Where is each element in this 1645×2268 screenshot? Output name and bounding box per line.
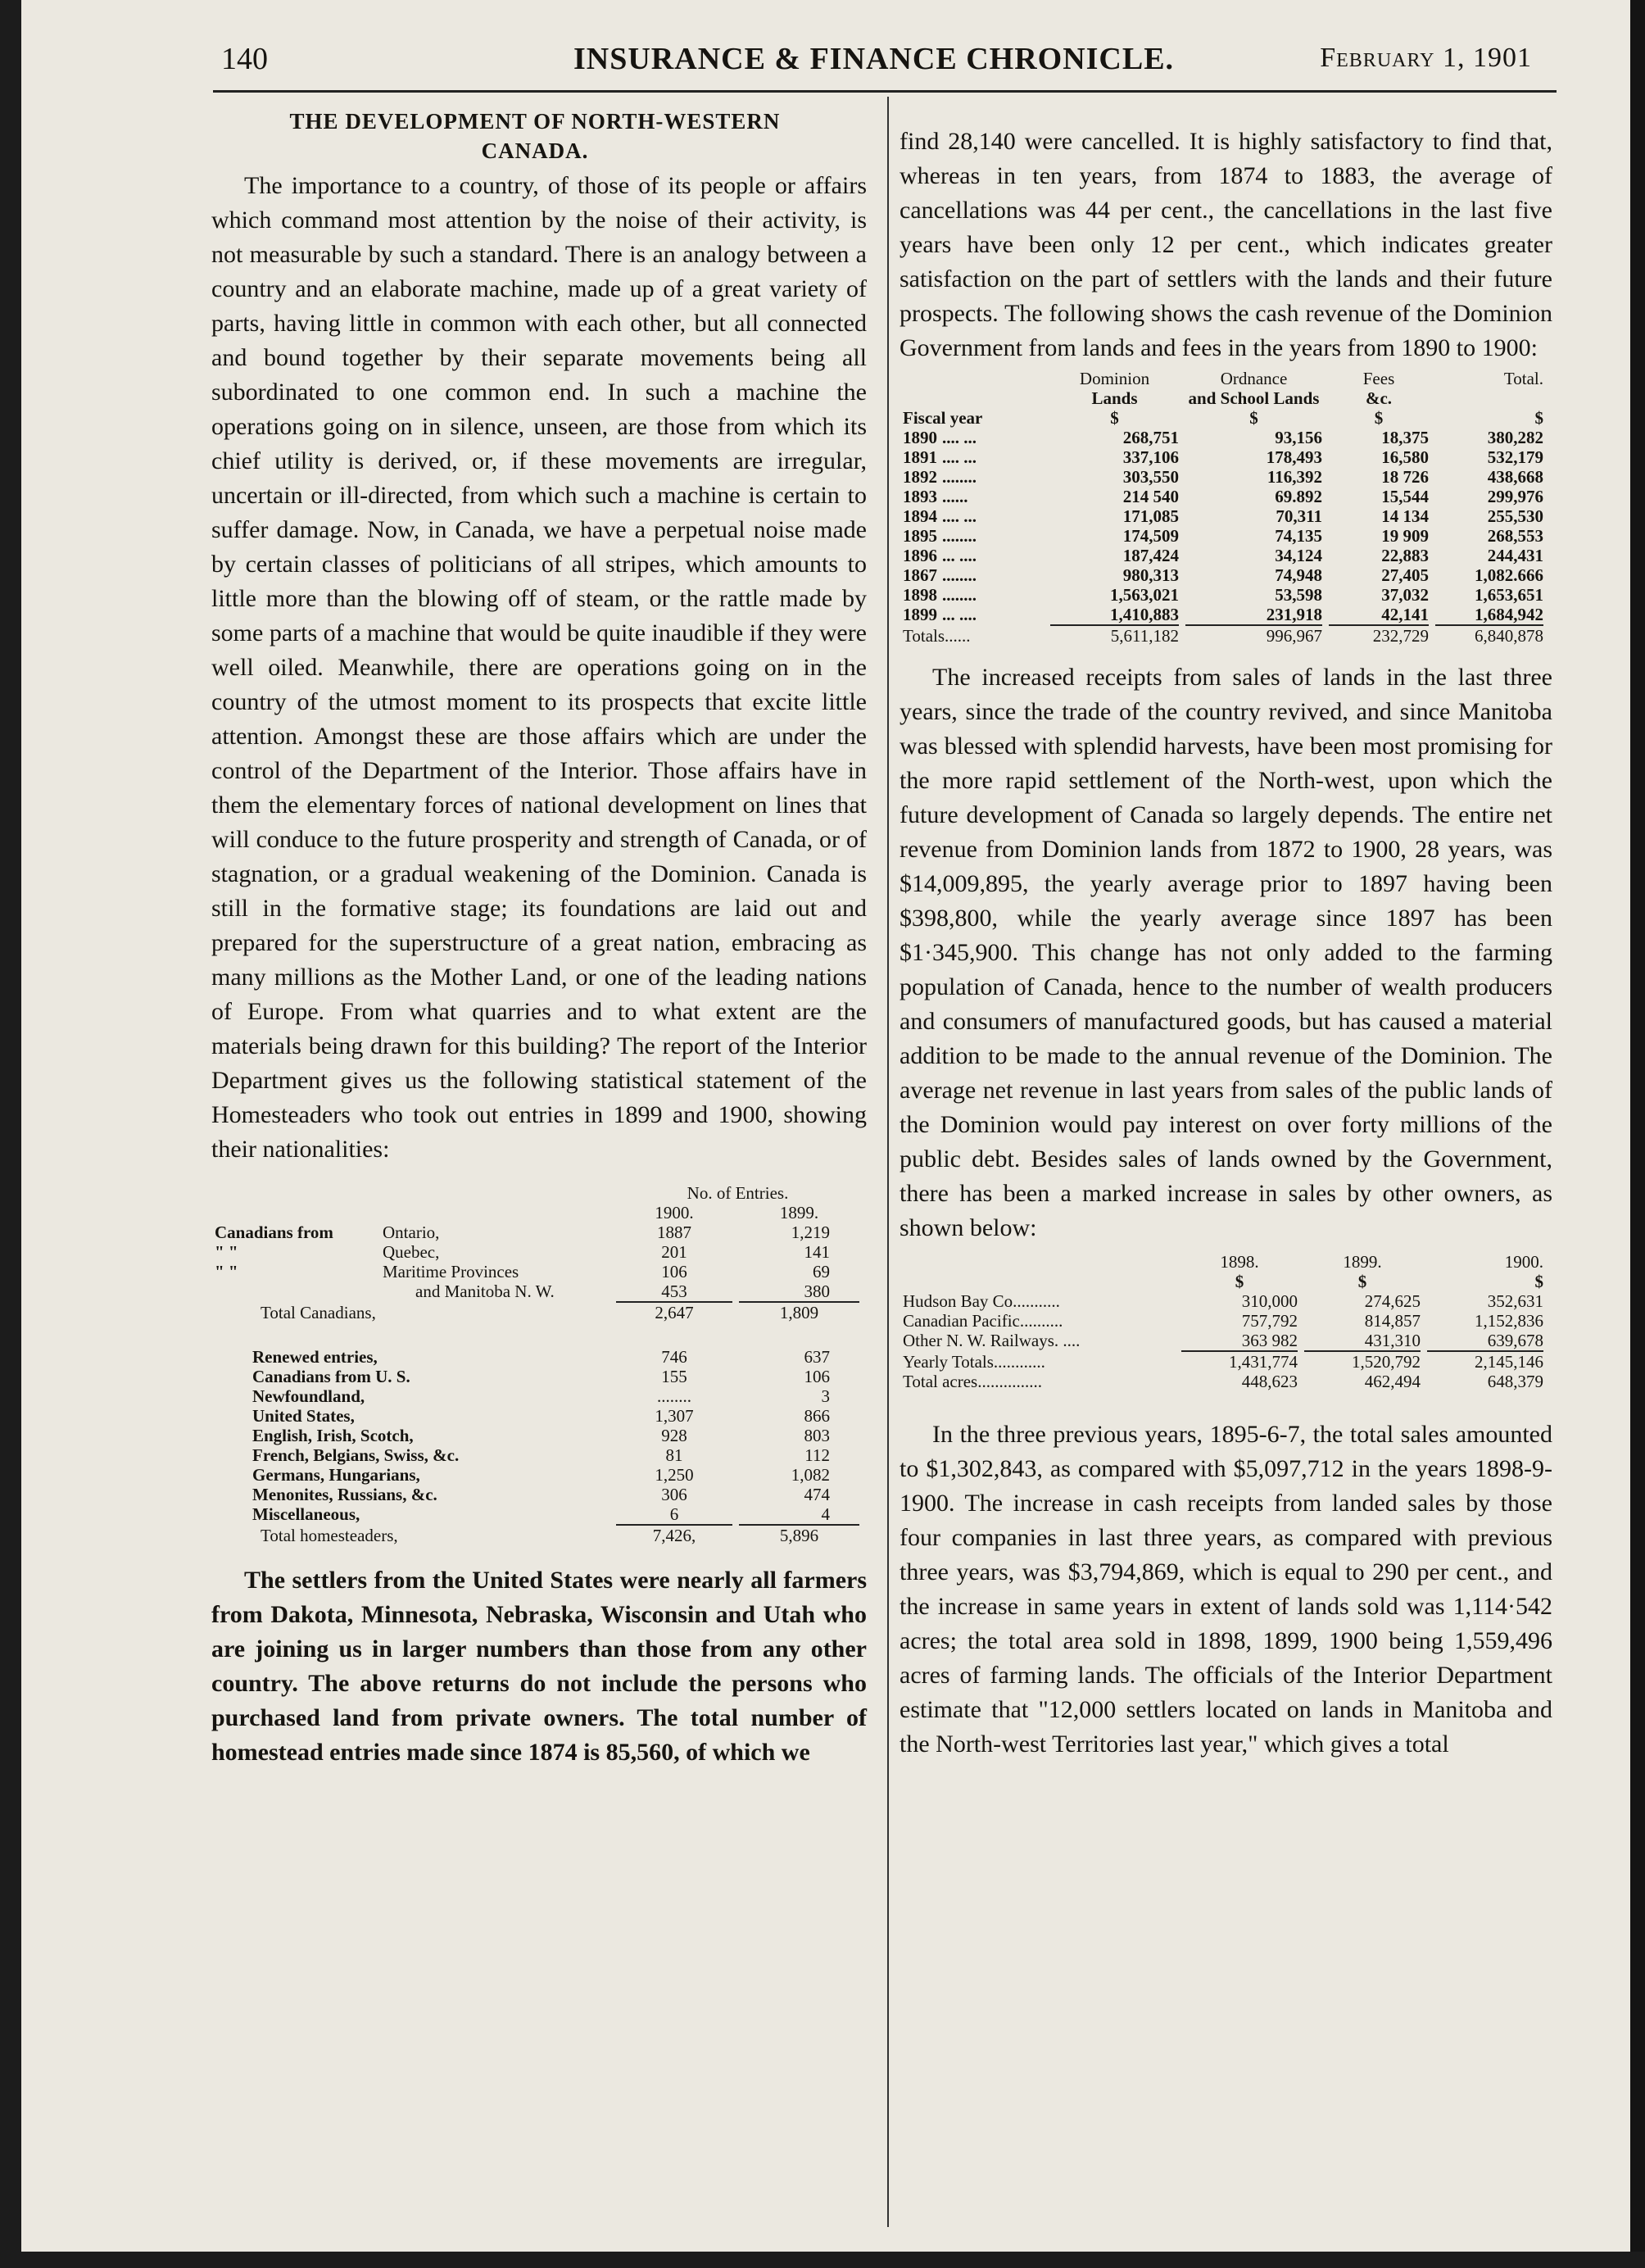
fees-value: 37,032: [1381, 585, 1429, 605]
dominion-value: 1,410,883: [1110, 605, 1179, 624]
table-row: [211, 1485, 863, 1504]
fiscal-year: [900, 428, 1047, 447]
row-label: [211, 1222, 613, 1242]
row-label: [211, 1242, 613, 1262]
totals-ordnance: 996,967: [1266, 626, 1322, 646]
table-row: [211, 1367, 863, 1386]
article-title-line-2: CANADA.: [481, 138, 589, 163]
fiscal-year: [900, 447, 1047, 467]
total-homesteaders-1900: 7,426,: [652, 1526, 696, 1545]
total-value: 268,553: [1487, 526, 1543, 546]
dot-leader: ... ....: [942, 546, 977, 565]
dominion-value: 1,563,021: [1110, 585, 1179, 605]
dominion-value: 174,509: [1122, 526, 1179, 546]
col-header-1899: 1899.: [779, 1203, 819, 1222]
table-row: [211, 1406, 863, 1426]
currency-symbol: $: [1534, 408, 1543, 428]
total-canadians-1900: 2,647: [655, 1303, 694, 1322]
fiscal-year: [900, 565, 1047, 585]
revenue-table: [900, 369, 1547, 646]
column-rule: [887, 97, 889, 2227]
value-1899: 4: [821, 1504, 830, 1524]
dominion-value: 303,550: [1122, 467, 1179, 487]
table-row: [211, 1426, 863, 1445]
row-label-text: Quebec,: [383, 1242, 440, 1262]
total-value: 1,082.666: [1475, 565, 1543, 585]
previous-years-paragraph: In the three previous years, 1895-6-7, the total sales amounted to $1,302,843, as compared with $5,097,712 in the years 1898-9-1900. The increase in cash receipts from landed sales by those four companies in last three years, as compared with previous three years, was $3,794,869, which is equal to 290 per cent., and the increase in same years in extent of lands sold was 1,114·542 acres; the total area sold in 1898, 1899, 1900 being 1,559,496 acres of farming lands. The officials of the Interior Department estimate that "12,000 settlers located on lands in Manitoba and the North-west Territories last year," which gives a total: [900, 1421, 1552, 1758]
value-1899: 69: [813, 1262, 830, 1281]
value-1899: 814,857: [1364, 1311, 1421, 1331]
col-header-1900: 1900.: [655, 1203, 694, 1222]
table-row: [211, 1465, 863, 1485]
value-1900: 1,152,836: [1475, 1311, 1543, 1331]
value-1899: 274,625: [1364, 1291, 1421, 1311]
year-value: 1892: [903, 467, 937, 487]
nationality-table: [211, 1183, 863, 1545]
total-value: 1,653,651: [1475, 585, 1543, 605]
running-head: [205, 41, 1557, 82]
total-homesteaders-label: Total homesteaders,: [261, 1526, 398, 1545]
fiscal-year: [900, 487, 1047, 506]
currency-symbol: $: [1534, 1272, 1543, 1291]
table-row: [900, 605, 1547, 624]
fees-value: 18,375: [1381, 428, 1429, 447]
value-1900: 81: [665, 1445, 683, 1465]
row-label: [211, 1262, 613, 1281]
total-canadians-row: [211, 1303, 863, 1322]
fees-header: Fees: [1362, 369, 1395, 388]
value-1899: 1,219: [791, 1222, 830, 1242]
table-row: [900, 447, 1547, 467]
dot-leader: .... ...: [942, 447, 977, 467]
col-header-1899: 1899.: [1343, 1252, 1382, 1272]
col-header-1900: 1900.: [1504, 1252, 1543, 1272]
ordnance-value: 34,124: [1275, 546, 1322, 565]
year-value: 1899: [903, 605, 937, 624]
company-label: Hudson Bay Co...........: [903, 1291, 1060, 1311]
total-homesteaders-row: [211, 1526, 863, 1545]
dominion-value: 337,106: [1122, 447, 1179, 467]
totals-dominion: 5,611,182: [1110, 626, 1179, 646]
total-acres-1898: 448,623: [1241, 1372, 1298, 1391]
value-1899: 637: [804, 1347, 830, 1367]
scan-border-bottom: [0, 2252, 1645, 2268]
ordnance-value: 53,598: [1275, 585, 1322, 605]
table-row: [900, 506, 1547, 526]
ordnance-value: 231,918: [1266, 605, 1322, 624]
table-row: [900, 565, 1547, 585]
row-label: United States,: [252, 1406, 355, 1426]
totals-total: 6,840,878: [1475, 626, 1543, 646]
ordnance-value: 70,311: [1276, 506, 1322, 526]
yearly-totals-1898: 1,431,774: [1229, 1352, 1298, 1372]
table-row: [900, 546, 1547, 565]
row-label: Germans, Hungarians,: [252, 1465, 420, 1485]
dot-leader: .... ...: [942, 506, 977, 526]
table-row: [211, 1386, 863, 1406]
yearly-totals-1900: 2,145,146: [1475, 1352, 1543, 1372]
fiscal-year: [900, 526, 1047, 546]
value-1900: 453: [661, 1281, 687, 1301]
total-value: 1,684,942: [1475, 605, 1543, 624]
value-1899: 474: [804, 1485, 830, 1504]
col-header-1898: 1898.: [1220, 1252, 1259, 1272]
table-row: [900, 467, 1547, 487]
totals-label: Totals......: [903, 626, 971, 646]
table-row: [211, 1347, 863, 1367]
table-row: [900, 585, 1547, 605]
table-row: [900, 1291, 1547, 1311]
value-1900: ........: [657, 1386, 691, 1406]
dot-leader: .... ...: [942, 428, 977, 447]
value-1899: 3: [821, 1386, 830, 1406]
dot-leader: ... ....: [942, 605, 977, 624]
value-1899: 866: [804, 1406, 830, 1426]
table-row: [900, 487, 1547, 506]
row-label: [211, 1281, 613, 1301]
value-1900: 6: [669, 1504, 679, 1524]
row-label-prefix: " ": [215, 1262, 238, 1281]
currency-symbol: $: [1110, 408, 1119, 428]
currency-symbol: $: [1357, 1272, 1367, 1291]
table-row: [211, 1281, 863, 1301]
yearly-totals-row: [900, 1352, 1547, 1372]
dot-leader: ........: [942, 565, 977, 585]
ordnance-value: 74,948: [1275, 565, 1322, 585]
year-value: 1898: [903, 585, 937, 605]
fees-value: 19 909: [1381, 526, 1429, 546]
fees-value: 15,544: [1381, 487, 1429, 506]
increased-receipts-paragraph: The increased receipts from sales of lands in the last three years, since the trade of the country revived, and since Manitoba was blessed with splendid harvests, have been most promising for the more rapid settlement of the North-west, upon which the future development of Canada so largely depends. The entire net revenue from Dominion lands from 1872 to 1900, 28 years, was $14,009,895, the yearly average prior to 1897 having been $398,800, while the yearly average since 1897 has been $1·345,900. This change has not only added to the farming population of Canada, hence to the number of wealth producers and consumers of manufactured goods, but has caused a material addition to be made to the annual revenue of the Dominion. The average net revenue in last years from sales of the public lands of the Dominion would pay interest on over forty millions of the public debt. Besides sales of lands owned by the Government, there has been a marked increase in sales by other owners, as shown below:: [900, 664, 1552, 1241]
value-1899: 803: [804, 1426, 830, 1445]
fiscal-year-label: Fiscal year: [903, 408, 983, 428]
total-canadians-1899: 1,809: [779, 1303, 819, 1322]
value-1900: 201: [661, 1242, 687, 1262]
year-value: 1867: [903, 565, 937, 585]
value-1900: 352,631: [1487, 1291, 1543, 1311]
value-1898: 310,000: [1241, 1291, 1298, 1311]
fees-value: 22,883: [1381, 546, 1429, 565]
yearly-totals-1899: 1,520,792: [1352, 1352, 1421, 1372]
currency-symbol: $: [1235, 1272, 1244, 1291]
table-row: [900, 1311, 1547, 1331]
dominion-subheader: Lands: [1091, 388, 1138, 408]
total-value: 438,668: [1487, 467, 1543, 487]
value-1900: 1887: [657, 1222, 691, 1242]
page-number: 140: [221, 42, 268, 76]
article-title-line-1: THE DEVELOPMENT OF NORTH-WESTERN: [289, 109, 781, 134]
fees-value: 14 134: [1381, 506, 1429, 526]
value-1899: 106: [804, 1367, 830, 1386]
settlers-paragraph: The settlers from the United States were nearly all farmers from Dakota, Minnesota, Nebraska, Wisconsin and Utah who are joining us in larger numbers than those from any other country. The above returns do not include the persons who purchased land from private owners. The total number of homestead entries made since 1874 is 85,560, of which we: [211, 1567, 867, 1766]
value-1900: 639,678: [1487, 1331, 1543, 1350]
right-column: [900, 125, 1552, 1762]
year-value: 1891: [903, 447, 937, 467]
company-label: Other N. W. Railways. ....: [903, 1331, 1081, 1350]
company-label: Canadian Pacific..........: [903, 1311, 1063, 1331]
row-label-text: and Manitoba N. W.: [415, 1281, 555, 1301]
ordnance-value: 116,392: [1267, 467, 1322, 487]
value-1900: 1,250: [655, 1465, 694, 1485]
intro-paragraph: The importance to a country, of those of its people or affairs which command most attention by the noise of their activity, is not measurable by such a standard. There is an analogy between a country and an elaborate machine, made up of a great variety of parts, having little in common with each other, but all connected and bound together by their separate movements being all subordinated to one common end. In such a machine the operations going on in silence, unseen, are those from which its chief utility is derived, or, if these movements are irregular, uncertain or ill-directed, from which such a machine is certain to suffer damage. Now, in Canada, we have a perpetual noise made by certain classes of politicians of all stripes, which amounts to little more than the blowing off of steam, or the rattle made by some parts of a machine that would be quite inaudible if they were well oiled. Meanwhile, there are operations going on in the country of the utmost moment to its prospects that excite little attention. Amongst these are those affairs which are under the control of the Department of the Interior. Those affairs have in them the elementary forces of national development on lines that will conduce to the future prosperity and strength of Canada, or of stagnation, or a gradual weakening of the Dominion. Canada is still in the formative stage; its foundations are laid out and prepared for the superstructure of a great nation, embracing as many millions as the Mother Land, or one of the leading nations of Europe. From what quarries and to what extent are the materials being drawn for this building? The report of the Interior Department gives us the following statistical statement of the Homesteaders who took out entries in 1899 and 1900, showing their nationalities:: [211, 172, 867, 1163]
value-1900: 1,307: [655, 1406, 694, 1426]
value-1899: 431,310: [1364, 1331, 1421, 1350]
dot-leader: ........: [942, 585, 977, 605]
total-value: 532,179: [1487, 447, 1543, 467]
entries-group-header: No. of Entries.: [687, 1183, 789, 1203]
row-label: Newfoundland,: [252, 1386, 365, 1406]
value-1900: 106: [661, 1262, 687, 1281]
row-label: Miscellaneous,: [252, 1504, 360, 1524]
ordnance-value: 74,135: [1275, 526, 1322, 546]
article-title: [211, 107, 867, 166]
dominion-header: Dominion: [1079, 369, 1150, 388]
total-value: 244,431: [1487, 546, 1543, 565]
currency-symbol: $: [1249, 408, 1258, 428]
railway-sales-table: [900, 1252, 1547, 1391]
fees-value: 16,580: [1381, 447, 1429, 467]
total-canadians-label: Total Canadians,: [261, 1303, 376, 1322]
row-label-prefix: " ": [215, 1242, 238, 1262]
ordnance-header: Ordnance: [1220, 369, 1288, 388]
value-1898: 363 982: [1241, 1331, 1298, 1350]
row-label-text: Ontario,: [383, 1222, 440, 1242]
value-1899: 380: [804, 1281, 830, 1301]
ordnance-subheader: and School Lands: [1188, 388, 1320, 408]
row-label-text: Maritime Provinces: [383, 1262, 519, 1281]
year-value: 1893: [903, 487, 937, 506]
row-label: French, Belgians, Swiss, &c.: [252, 1445, 460, 1465]
value-1900: 155: [661, 1367, 687, 1386]
total-value: 380,282: [1487, 428, 1543, 447]
currency-symbol: $: [1374, 408, 1384, 428]
table-row: [211, 1445, 863, 1465]
dot-leader: ......: [942, 487, 968, 506]
scan-border-right: [1630, 0, 1645, 2268]
fees-subheader: &c.: [1365, 388, 1393, 408]
year-value: 1890: [903, 428, 937, 447]
yearly-totals-label: Yearly Totals............: [903, 1352, 1045, 1372]
fiscal-year: [900, 605, 1047, 624]
fiscal-year: [900, 467, 1047, 487]
ordnance-value: 178,493: [1266, 447, 1322, 467]
ordnance-value: 69.892: [1275, 487, 1322, 506]
fees-value: 42,141: [1381, 605, 1429, 624]
totals-fees: 232,729: [1372, 626, 1429, 646]
value-1899: 1,082: [791, 1465, 830, 1485]
total-header: Total.: [1503, 369, 1543, 388]
journal-title: INSURANCE & FINANCE CHRONICLE.: [573, 42, 1175, 76]
value-1900: 306: [661, 1485, 687, 1504]
table-row: [211, 1262, 863, 1281]
table-row: [900, 526, 1547, 546]
table-row: [900, 1331, 1547, 1350]
total-acres-label: Total acres...............: [903, 1372, 1042, 1391]
revenue-totals-row: [900, 626, 1547, 646]
total-value: 299,976: [1487, 487, 1543, 506]
table-row: [211, 1222, 863, 1242]
fiscal-year: [900, 585, 1047, 605]
dot-leader: ........: [942, 467, 977, 487]
total-homesteaders-1899: 5,896: [779, 1526, 819, 1545]
row-label: Menonites, Russians, &c.: [252, 1485, 437, 1504]
fees-value: 27,405: [1381, 565, 1429, 585]
dominion-value: 214 540: [1122, 487, 1179, 506]
fees-value: 18 726: [1381, 467, 1429, 487]
row-label: Renewed entries,: [252, 1347, 378, 1367]
total-value: 255,530: [1487, 506, 1543, 526]
scan-border-left: [0, 0, 21, 2268]
dominion-value: 171,085: [1122, 506, 1179, 526]
ordnance-value: 93,156: [1275, 428, 1322, 447]
dominion-value: 980,313: [1122, 565, 1179, 585]
value-1900: 928: [661, 1426, 687, 1445]
cancellations-paragraph: find 28,140 were cancelled. It is highly satisfactory to find that, whereas in ten years, from 1874 to 1883, the average of cancellations was 44 per cent., the cancellations in the last five years have been only 12 per cent., which indicates greater satisfaction on the part of settlers with the lands and their future prospects. The following shows the cash revenue of the Dominion Government from lands and fees in the years from 1890 to 1900:: [900, 128, 1552, 361]
table-row: [211, 1242, 863, 1262]
fiscal-year: [900, 546, 1047, 565]
left-column: [211, 107, 867, 1770]
value-1899: 141: [804, 1242, 830, 1262]
value-1899: 112: [804, 1445, 830, 1465]
dot-leader: ........: [942, 526, 977, 546]
value-1900: 746: [661, 1347, 687, 1367]
row-label: Canadians from U. S.: [252, 1367, 410, 1386]
row-label: English, Irish, Scotch,: [252, 1426, 414, 1445]
header-rule: [213, 90, 1557, 93]
row-label-prefix: Canadians from: [215, 1222, 333, 1242]
table-row: [211, 1504, 863, 1524]
year-value: 1895: [903, 526, 937, 546]
fiscal-year: [900, 506, 1047, 526]
year-value: 1896: [903, 546, 937, 565]
total-acres-row: [900, 1372, 1547, 1391]
total-acres-1899: 462,494: [1364, 1372, 1421, 1391]
year-value: 1894: [903, 506, 937, 526]
dominion-value: 187,424: [1122, 546, 1179, 565]
issue-date: February 1, 1901: [1320, 43, 1532, 73]
total-acres-1900: 648,379: [1487, 1372, 1543, 1391]
value-1898: 757,792: [1241, 1311, 1298, 1331]
table-row: [900, 428, 1547, 447]
dominion-value: 268,751: [1122, 428, 1179, 447]
